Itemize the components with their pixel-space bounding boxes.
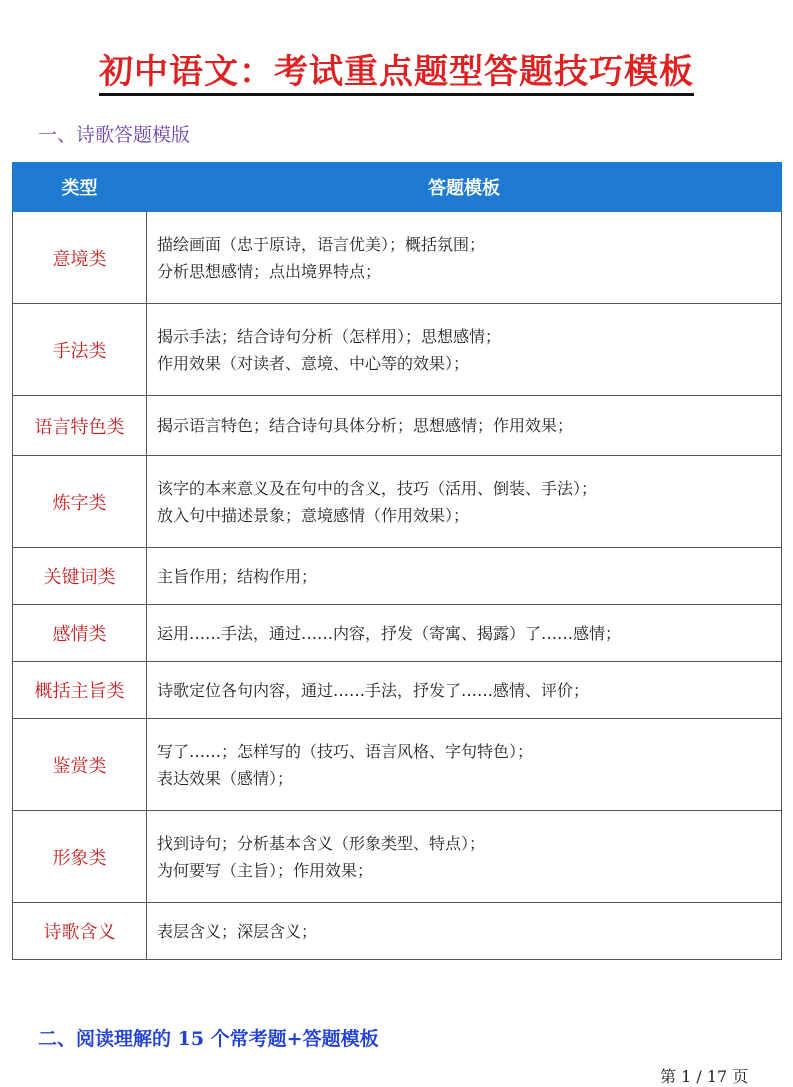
template-line: 找到诗句；分析基本含义（形象类型、特点）； [157,833,486,853]
template-line: 运用……手法，通过……内容，抒发（寄寓、揭露）了……感情； [157,623,622,643]
template-line: 描绘画面（忠于原诗，语言优美）；概括氛围； [157,234,486,254]
row-type: 意境类 [13,212,147,304]
table-row [13,548,782,605]
page-number: 第 1 / 17 页 [660,1067,749,1086]
table-row [13,662,782,719]
template-line: 揭示手法；结合诗句分析（怎样用）；思想感情； [157,326,502,346]
row-type: 感情类 [13,605,147,662]
row-type: 概括主旨类 [13,662,147,719]
table-row [13,456,782,548]
section-heading-poetry: 一、诗歌答题模版 [38,124,191,146]
row-template [147,605,782,662]
row-type: 手法类 [13,304,147,396]
table-row [13,605,782,662]
poetry-answer-template-table [12,162,782,960]
row-type: 鉴赏类 [13,719,147,811]
row-type: 炼字类 [13,456,147,548]
template-line: 写了……；怎样写的（技巧、语言风格、字句特色）； [157,741,534,761]
template-line: 该字的本来意义及在句中的含义，技巧（活用、倒装、手法）； [157,478,598,498]
row-type: 语言特色类 [13,396,147,456]
table-header-row [13,163,782,212]
row-template [147,396,782,456]
row-template [147,662,782,719]
template-line: 诗歌定位各句内容，通过……手法，抒发了……感情、评价； [157,680,590,700]
row-template [147,212,782,304]
row-type: 关键词类 [13,548,147,605]
row-template [147,719,782,811]
row-type: 形象类 [13,811,147,903]
table-row [13,396,782,456]
header-type: 类型 [13,163,147,212]
template-line: 主旨作用；结构作用； [157,566,318,586]
template-line: 放入句中描述景象；意境感情（作用效果）； [157,505,470,525]
row-template [147,456,782,548]
row-template [147,811,782,903]
table-row [13,304,782,396]
table-row [13,212,782,304]
table-row [13,719,782,811]
template-line: 表达效果（感情）； [157,768,294,788]
template-line: 为何要写（主旨）；作用效果； [157,860,374,880]
page-title [0,44,793,93]
row-template [147,903,782,960]
section-heading-reading: 二、阅读理解的 15 个常考题+答题模板 [38,1028,379,1050]
page-title-text: 初中语文：考试重点题型答题技巧模板 [99,52,694,96]
template-line: 作用效果（对读者、意境、中心等的效果）； [157,353,470,373]
header-template: 答题模板 [147,163,782,212]
table-row [13,903,782,960]
row-type: 诗歌含义 [13,903,147,960]
row-template [147,548,782,605]
row-template [147,304,782,396]
template-line: 表层含义；深层含义； [157,921,318,941]
template-line: 揭示语言特色；结合诗句具体分析；思想感情；作用效果； [157,416,574,435]
template-line: 分析思想感情；点出境界特点； [157,261,382,281]
table-row [13,811,782,903]
